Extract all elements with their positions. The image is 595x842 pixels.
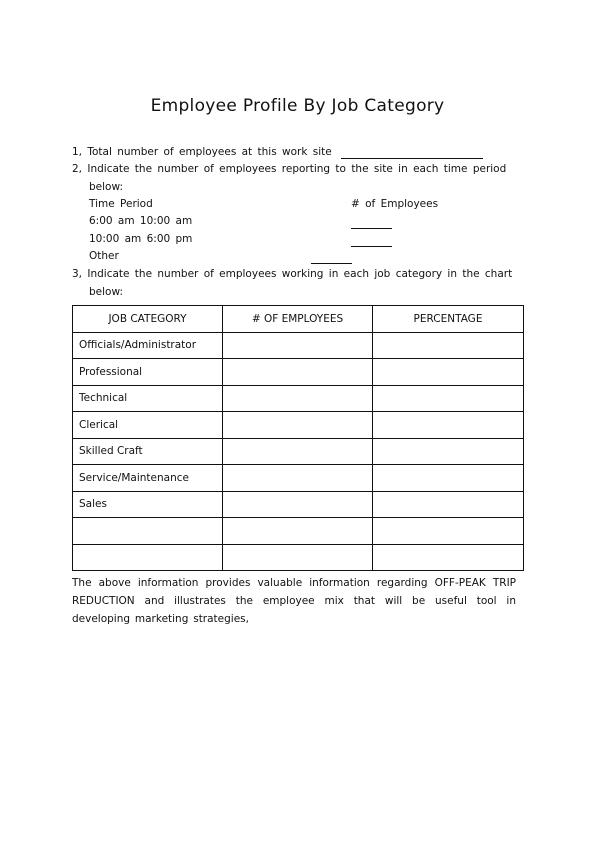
question-3-text: 3, Indicate the number of employees working in each job category in the chart — [72, 268, 513, 280]
period-label: 10:00 am 6:00 pm — [89, 233, 193, 245]
table-row — [73, 544, 524, 571]
employees-cell[interactable] — [223, 332, 373, 359]
question-1 — [72, 145, 483, 159]
table-row — [73, 412, 524, 439]
table-row — [73, 359, 524, 386]
percentage-cell[interactable] — [373, 385, 524, 412]
period-2-blank[interactable] — [351, 235, 392, 247]
question-2-text: 2, Indicate the number of employees reporting to the site in each time period — [72, 163, 507, 175]
employees-cell[interactable] — [223, 518, 373, 545]
job-category-cell: Clerical — [73, 412, 223, 439]
column-header: PERCENTAGE — [373, 306, 524, 333]
question-2-cont: below: — [89, 181, 124, 193]
page-title: Employee Profile By Job Category — [150, 96, 445, 116]
job-category-cell: Officials/Administrator — [73, 332, 223, 359]
table-header-row — [73, 306, 524, 333]
period-label: 6:00 am 10:00 am — [89, 215, 193, 227]
percentage-cell[interactable] — [373, 412, 524, 439]
total-employees-blank[interactable] — [341, 147, 483, 159]
table-row — [73, 385, 524, 412]
column-header: # OF EMPLOYEES — [223, 306, 373, 333]
period-other-blank[interactable] — [311, 252, 352, 264]
table-row — [73, 465, 524, 492]
job-category-cell: Skilled Craft — [73, 438, 223, 465]
footer-paragraph: The above information provides valuable information regarding OFF-PEAK TRIP REDUCTION and illustrates the employee mix that will be useful tool in developing marketing strategies, — [72, 577, 516, 625]
table-row — [73, 518, 524, 545]
employees-cell[interactable] — [223, 465, 373, 492]
question-3-cont: below: — [89, 286, 124, 298]
job-category-cell: Sales — [73, 491, 223, 518]
job-category-cell: Service/Maintenance — [73, 465, 223, 492]
employees-cell[interactable] — [223, 359, 373, 386]
table-row — [73, 438, 524, 465]
job-category-table — [72, 305, 524, 571]
column-header: JOB CATEGORY — [73, 306, 223, 333]
percentage-cell[interactable] — [373, 465, 524, 492]
period-1-blank[interactable] — [351, 217, 392, 229]
employees-cell[interactable] — [223, 438, 373, 465]
employees-cell[interactable] — [223, 544, 373, 571]
percentage-cell[interactable] — [373, 359, 524, 386]
employees-header: # of Employees — [351, 198, 439, 210]
table-row — [73, 491, 524, 518]
job-category-cell: Professional — [73, 359, 223, 386]
employees-cell[interactable] — [223, 385, 373, 412]
period-label: Other — [89, 250, 119, 262]
question-1-text: 1, Total number of employees at this work site — [72, 146, 332, 158]
percentage-cell[interactable] — [373, 518, 524, 545]
job-category-cell[interactable] — [73, 518, 223, 545]
job-category-cell[interactable] — [73, 544, 223, 571]
time-period-header: Time Period — [89, 198, 153, 210]
table-row — [73, 332, 524, 359]
job-category-cell: Technical — [73, 385, 223, 412]
percentage-cell[interactable] — [373, 332, 524, 359]
percentage-cell[interactable] — [373, 491, 524, 518]
percentage-cell[interactable] — [373, 544, 524, 571]
employees-cell[interactable] — [223, 491, 373, 518]
employees-cell[interactable] — [223, 412, 373, 439]
percentage-cell[interactable] — [373, 438, 524, 465]
